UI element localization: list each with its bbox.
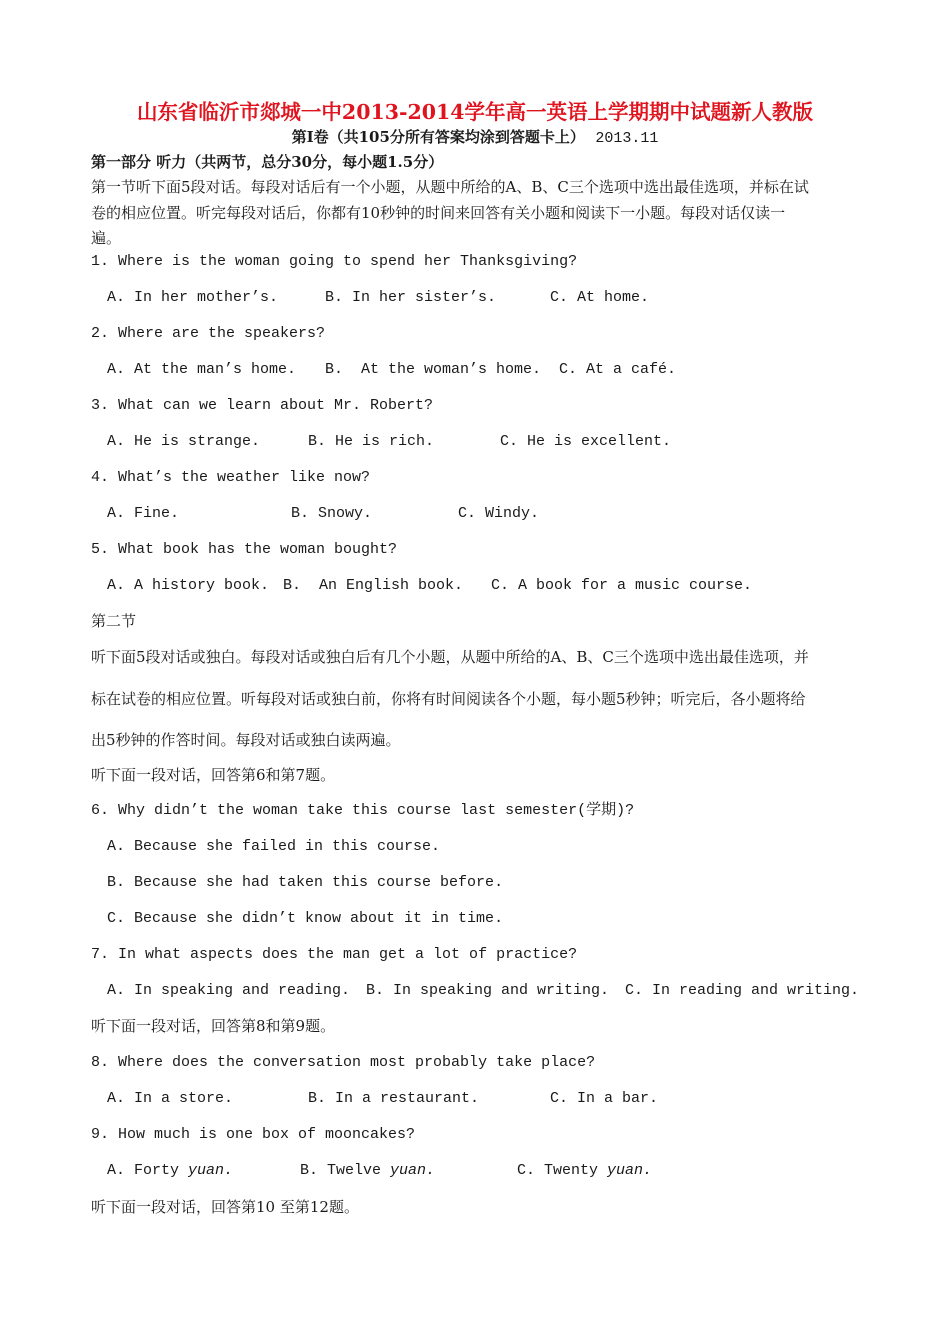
- q2-option-a: A. At the man’s home.: [107, 361, 297, 378]
- q8-option-a: A. In a store.: [107, 1090, 234, 1107]
- question-7: 7. In what aspects does the man get a lot of practice?: [91, 946, 578, 963]
- sec2-intro-line2: 标在试卷的相应位置。听每段对话或独白前，你将有时间阅读各个小题，每小题5秒钟；听完后，各小题将给: [91, 690, 806, 708]
- sec2-intro-line1: 听下面5段对话或独白。每段对话或独白后有几个小题，从题中所给的A、B、C三个选项中选出最佳选项，并: [91, 648, 809, 666]
- q5-option-b: B. An English book.: [283, 577, 464, 594]
- q3-option-a: A. He is strange.: [107, 433, 261, 450]
- q1-option-a: A. In her mother’s.: [107, 289, 279, 306]
- question-9: 9. How much is one box of mooncakes?: [91, 1126, 416, 1143]
- q4-option-a: A. Fine.: [107, 505, 180, 522]
- q1-option-b: B. In her sister’s.: [325, 289, 497, 306]
- q4-option-c: C. Windy.: [458, 505, 540, 522]
- question-5: 5. What book has the woman bought?: [91, 541, 398, 558]
- q3-option-c: C. He is excellent.: [500, 433, 672, 450]
- q9-option-a-text: A. Forty: [107, 1162, 180, 1179]
- volume-subtitle: [0, 127, 950, 149]
- q7-option-b: B. In speaking and writing.: [366, 982, 610, 999]
- part1-heading: 第一部分 听力（共两节，总分30分，每小题1.5分）: [91, 153, 444, 171]
- q3-option-b: B. He is rich.: [308, 433, 435, 450]
- q9-option-a: [107, 1161, 233, 1181]
- q6-option-b: B. Because she had taken this course before.: [107, 874, 504, 891]
- q6-option-a: A. Because she failed in this course.: [107, 838, 441, 855]
- instruction-q8-q9: 听下面一段对话，回答第8和第9题。: [91, 1017, 336, 1035]
- q9-option-b-unit: yuan.: [390, 1162, 436, 1179]
- sec1-intro-line3: 遍。: [91, 229, 122, 247]
- q8-option-b: B. In a restaurant.: [308, 1090, 480, 1107]
- sec2-intro-line3: 出5秒钟的作答时间。每段对话或独白读两遍。: [91, 731, 401, 749]
- instruction-q10-q12: 听下面一段对话，回答第10 至第12题。: [91, 1198, 359, 1216]
- q9-option-b: [300, 1161, 435, 1181]
- question-2: 2. Where are the speakers?: [91, 325, 326, 342]
- question-3: 3. What can we learn about Mr. Robert?: [91, 397, 434, 414]
- exam-date: 2013.11: [595, 130, 659, 147]
- question-8: 8. Where does the conversation most probably take place?: [91, 1054, 596, 1071]
- sec1-intro-line1: 第一节听下面5段对话。每段对话后有一个小题，从题中所给的A、B、C三个选项中选出最佳选项，并标在试: [91, 178, 809, 196]
- document-title: 山东省临沂市郯城一中2013-2014学年高一英语上学期期中试题新人教版: [136, 100, 814, 124]
- q7-option-c: C. In reading and writing.: [625, 982, 860, 999]
- question-1: 1. Where is the woman going to spend her Thanksgiving?: [91, 253, 578, 270]
- instruction-q6-q7: 听下面一段对话，回答第6和第7题。: [91, 766, 336, 784]
- q9-option-c-text: C. Twenty: [517, 1162, 599, 1179]
- q9-option-c-unit: yuan.: [607, 1162, 653, 1179]
- question-4: 4. What’s the weather like now?: [91, 469, 371, 486]
- q9-option-b-text: B. Twelve: [300, 1162, 382, 1179]
- q2-option-c: C. At a café.: [559, 361, 677, 378]
- q8-option-c: C. In a bar.: [550, 1090, 659, 1107]
- sec2-heading: 第二节: [91, 612, 137, 630]
- q4-option-b: B. Snowy.: [291, 505, 373, 522]
- subtitle-text: 第Ⅰ卷（共105分所有答案均涂到答题卡上）: [291, 128, 585, 146]
- q6-option-c: C. Because she didn’t know about it in time.: [107, 910, 504, 927]
- q5-option-c: C. A book for a music course.: [491, 577, 753, 594]
- q7-option-a: A. In speaking and reading.: [107, 982, 351, 999]
- q2-option-b: B. At the woman’s home.: [325, 361, 542, 378]
- q9-option-a-unit: yuan.: [188, 1162, 234, 1179]
- sec1-intro-line2: 卷的相应位置。听完每段对话后，你都有10秒钟的时间来回答有关小题和阅读下一小题。每段对话仅读一: [91, 204, 786, 222]
- q1-option-c: C. At home.: [550, 289, 650, 306]
- q5-option-a: A. A history book.: [107, 577, 270, 594]
- question-6: 6. Why didn’t the woman take this course last semester(学期)?: [91, 802, 635, 819]
- q9-option-c: [517, 1161, 652, 1181]
